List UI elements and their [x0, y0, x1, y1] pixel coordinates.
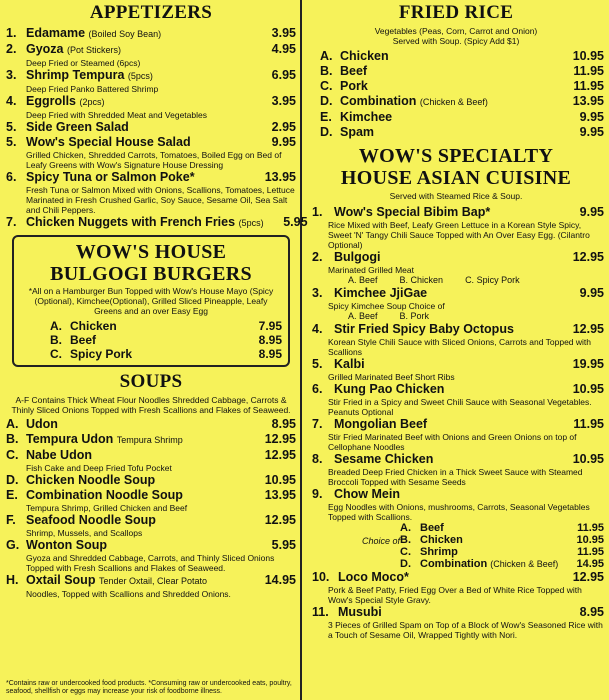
appetizers-list: [6, 26, 308, 231]
item-options: [308, 311, 604, 322]
item-name-text: Beef: [420, 522, 444, 534]
item-name: [26, 473, 252, 488]
item-price: 9.95: [579, 286, 604, 300]
item-price: 3.95: [271, 94, 296, 108]
item-name-text: Spicy Tuna or Salmon Poke*: [26, 170, 195, 184]
item-option: A. Beef: [348, 311, 378, 321]
soup-item: [6, 513, 296, 528]
item-name: [340, 64, 560, 79]
item-name: [26, 26, 252, 42]
fried-rice-item: [308, 49, 604, 64]
item-price: 11.95: [573, 64, 604, 78]
item-number: 2.: [312, 250, 323, 264]
fried-rice-item: [308, 79, 604, 94]
item-description: Grilled Marinated Beef Short Ribs: [328, 372, 455, 382]
item-note: (Chicken & Beef): [419, 97, 488, 107]
item-name: [334, 382, 560, 397]
soups-list: [6, 417, 296, 599]
item-name: [334, 417, 560, 432]
specialty-item: [308, 286, 604, 301]
item-price: 12.95: [572, 322, 604, 336]
item-name-text: Kimchee JjiGae: [334, 286, 428, 300]
burger-item: [20, 347, 282, 361]
item-description: Shrimp, Mussels, and Scallops: [26, 528, 143, 538]
specialty-item: [308, 487, 604, 502]
item-note: (Boiled Soy Bean): [88, 29, 162, 39]
item-name: [70, 333, 212, 347]
item-price: 6.95: [271, 68, 296, 82]
item-number: E.: [6, 488, 18, 502]
specialty-item: [308, 357, 604, 372]
item-name-text: Side Green Salad: [26, 120, 129, 134]
item-price: 19.95: [572, 357, 604, 371]
chow-mein-choice: [308, 522, 604, 534]
item-note: (Chicken & Beef): [490, 559, 559, 569]
item-name-text: Spicy Pork: [70, 347, 133, 361]
item-name: [420, 558, 560, 570]
item-name: [420, 522, 560, 534]
item-name-text: Chicken Noodle Soup: [26, 473, 156, 487]
item-name: [26, 120, 252, 135]
item-price: 13.95: [572, 94, 604, 108]
soup-item: [6, 573, 296, 589]
item-name: [26, 68, 252, 84]
specialty-item: [308, 382, 604, 397]
chow-mein-choice-label: Choice of: [362, 536, 401, 546]
item-number: D.: [320, 94, 333, 108]
item-name-text: Combination: [340, 94, 417, 108]
item-number: B.: [320, 64, 333, 78]
soup-item: [6, 417, 296, 432]
item-name-text: Edamame: [26, 26, 86, 40]
item-name-text: Chow Mein: [334, 487, 400, 501]
item-price: 12.95: [264, 432, 296, 446]
specialty-item: [308, 417, 604, 432]
menu-item: [6, 42, 296, 58]
item-name: [334, 487, 560, 502]
item-name: [26, 488, 252, 503]
item-name: [420, 534, 560, 546]
item-name-text: Loco Moco*: [338, 570, 409, 584]
item-name-text: Musubi: [338, 605, 382, 619]
item-name: [26, 170, 252, 185]
item-name-text: Shrimp Tempura: [26, 68, 125, 82]
item-name-text: Kung Pao Chicken: [334, 382, 445, 396]
item-name: [26, 538, 252, 553]
item-name: [26, 432, 252, 448]
item-number: 6.: [6, 170, 17, 184]
item-number: 6.: [312, 382, 323, 396]
item-note: (5pcs): [127, 71, 153, 81]
item-number: C.: [50, 347, 62, 361]
item-name: [340, 79, 560, 94]
item-name-text: Sesame Chicken: [334, 452, 434, 466]
item-price: 12.95: [264, 448, 296, 462]
menu-item: [6, 26, 296, 42]
item-price: 10.95: [576, 534, 604, 546]
item-price: 11.95: [573, 79, 604, 93]
item-name: [420, 546, 560, 558]
item-description: Grilled Chicken, Shredded Carrots, Tomatoes, Boiled Egg on Bed of Leafy Greens with Wow's Signature House Dressing: [26, 150, 282, 170]
item-number: E.: [320, 110, 332, 124]
item-price: 14.95: [264, 573, 296, 587]
item-name-text: Bulgogi: [334, 250, 381, 264]
specialty-item: [308, 205, 604, 220]
item-name-text: Tempura Udon: [26, 432, 114, 446]
item-number: B.: [6, 432, 19, 446]
chow-mein-choices: [308, 522, 604, 570]
item-note: Tender Oxtail, Clear Potato: [98, 576, 207, 586]
item-name-text: Mongolian Beef: [334, 417, 428, 431]
item-number: 5.: [6, 135, 17, 149]
item-price: 8.95: [258, 333, 282, 347]
item-number: 5.: [6, 120, 17, 134]
item-price: 12.95: [572, 570, 604, 584]
item-price: 10.95: [572, 452, 604, 466]
item-name-text: Seafood Noodle Soup: [26, 513, 156, 527]
soup-item: [6, 488, 296, 503]
burger-list: [20, 319, 282, 361]
item-name: [334, 205, 560, 220]
item-option: A. Beef: [348, 275, 378, 285]
item-name-text: Combination Noodle Soup: [26, 488, 183, 502]
item-name: [334, 322, 560, 337]
item-name: [26, 513, 252, 528]
item-description: Gyoza and Shredded Cabbage, Carrots, and Thinly Sliced Onions Topped with Fresh Scallions and Flakes of Seaweed.: [26, 553, 275, 573]
item-price: 9.95: [579, 125, 604, 139]
soup-item: [6, 448, 296, 463]
bulgogi-burgers-title-1: WOW'S HOUSE: [75, 241, 227, 263]
item-price: 12.95: [264, 513, 296, 527]
fried-rice-title: FRIED RICE: [398, 2, 514, 23]
item-description: Tempura Shrimp, Grilled Chicken and Beef: [26, 503, 188, 513]
item-number: 8.: [312, 452, 323, 466]
item-number: 3.: [312, 286, 323, 300]
item-note: Tempura Shrimp: [116, 435, 183, 445]
item-number: A.: [400, 522, 411, 534]
bulgogi-burgers-box: [12, 235, 290, 367]
soup-item: [6, 473, 296, 488]
chow-mein-choice-list: [308, 522, 604, 570]
item-description: Marinated Grilled Meat: [328, 265, 414, 275]
item-name-text: Chicken Nuggets with French Fries: [26, 215, 236, 229]
item-option: C. Spicy Pork: [465, 275, 520, 285]
item-name: [340, 49, 560, 64]
item-number: C.: [320, 79, 333, 93]
item-number: B.: [400, 534, 411, 546]
item-description: Rice Mixed with Beef, Leafy Green Lettuce in a Korean Style Spicy, Sweet 'N' Tangy Chili Sauce Topped with An Over Easy Egg. (Cilantro Optional): [328, 220, 590, 250]
item-price: 12.95: [572, 250, 604, 264]
item-description: Spicy Kimchee Soup Choice of: [328, 301, 445, 311]
bulgogi-burgers-desc: *All on a Hamburger Bun Topped with Wow's House Mayo (Spicy (Optional), Kimchee(Optional), Grilled Sliced Pineapple, Leafy Greens and an over Easy Egg: [28, 286, 274, 316]
soup-item: [6, 538, 296, 553]
item-name-text: Shrimp: [420, 546, 458, 558]
fried-rice-item: [308, 125, 604, 140]
item-number: F.: [6, 513, 16, 527]
item-number: 10.: [312, 570, 330, 584]
fried-rice-list: [308, 49, 604, 140]
item-name-text: Wow's Special Bibim Bap*: [334, 205, 491, 219]
item-description: Noodles, Topped with Scallions and Shredded Onions.: [26, 589, 231, 599]
item-price: 11.95: [577, 546, 604, 558]
item-price: 9.95: [579, 110, 604, 124]
specialty-item: [308, 570, 604, 585]
item-name: [340, 94, 560, 110]
item-name-text: Spam: [340, 125, 375, 139]
burger-item: [20, 333, 282, 347]
item-description: Breaded Deep Fried Chicken in a Thick Sweet Sauce with Steamed Broccoli Topped with Sesame Seeds: [328, 467, 583, 487]
right-column: [308, 0, 604, 640]
specialty-title-1: WOW'S SPECIALTY: [358, 145, 554, 167]
item-name-text: Gyoza: [26, 42, 64, 56]
item-name: [26, 135, 252, 150]
item-name-text: Chicken: [70, 319, 117, 333]
item-number: 9.: [312, 487, 323, 501]
item-price: 8.95: [579, 605, 604, 619]
item-number: H.: [6, 573, 19, 587]
item-name: [26, 448, 252, 463]
bulgogi-burgers-title-2: BULGOGI BURGERS: [50, 263, 252, 285]
menu-item: [6, 135, 296, 150]
soups-title: SOUPS: [119, 371, 183, 392]
fried-rice-intro-1: Vegetables (Peas, Corn, Carrot and Onion): [374, 26, 538, 36]
item-name-text: Wonton Soup: [26, 538, 107, 552]
item-price: 10.95: [572, 382, 604, 396]
fried-rice-intro-2: Served with Soup. (Spicy Add $1): [392, 36, 520, 46]
item-name: [340, 110, 560, 125]
item-name-text: Combination: [420, 558, 488, 570]
item-name-text: Eggrolls: [26, 94, 77, 108]
item-name: [340, 125, 560, 140]
item-description: Deep Fried with Shredded Meat and Vegetables: [26, 110, 207, 120]
item-option: B. Pork: [399, 311, 430, 321]
item-description: Deep Fried or Steamed (6pcs): [26, 58, 141, 68]
item-price: 9.95: [579, 205, 604, 219]
item-name-text: Wow's Special House Salad: [26, 135, 191, 149]
item-number: 7.: [312, 417, 323, 431]
item-name-text: Oxtail Soup: [26, 573, 96, 587]
item-name: [26, 42, 252, 58]
specialty-list: [308, 205, 604, 522]
item-price: 10.95: [264, 473, 296, 487]
item-number: A.: [320, 49, 333, 63]
item-description: 3 Pieces of Grilled Spam on Top of a Block of Wow's Seasoned Rice with a Touch of Sesame Oil, Wrapped Tightly with Nori.: [328, 620, 603, 640]
item-name-text: Kimchee: [340, 110, 393, 124]
item-number: 11.: [312, 605, 329, 619]
item-number: D.: [320, 125, 333, 139]
item-description: Egg Noodles with Onions, mushrooms, Carrots, Seasonal Vegetables Topped with Scallions.: [328, 502, 590, 522]
specialty-item: [308, 605, 604, 620]
item-price: 13.95: [264, 170, 296, 184]
burger-item: [20, 319, 282, 333]
footnote: *Contains raw or undercooked food products. *Consuming raw or undercooked eats, poultry, seafood, shellfish or eggs may increase your risk of foodborne illness.: [6, 680, 292, 695]
item-price: 10.95: [572, 49, 604, 63]
item-number: 1.: [312, 205, 323, 219]
soup-item: [6, 432, 296, 448]
item-price: 7.95: [258, 319, 282, 333]
specialty-intro: Served with Steamed Rice & Soup.: [389, 191, 523, 201]
item-name-text: Kalbi: [334, 357, 365, 371]
item-name: [338, 570, 560, 585]
item-description: Pork & Beef Patty, Fried Egg Over a Bed of White Rice Topped with Wow's Special Style Gravy.: [328, 585, 582, 605]
item-description: Stir Fried Marinated Beef with Onions and Green Onions on top of Cellophane Noodles: [328, 432, 577, 452]
specialty-item: [308, 250, 604, 265]
chow-mein-choice: [308, 546, 604, 558]
item-number: C.: [6, 448, 19, 462]
item-price: 3.95: [271, 26, 296, 40]
item-number: G.: [6, 538, 20, 552]
item-number: B.: [50, 333, 62, 347]
menu-item: [6, 215, 308, 231]
item-number: A.: [6, 417, 19, 431]
specialty-item: [308, 452, 604, 467]
item-price: 13.95: [264, 488, 296, 502]
item-number: D.: [400, 558, 411, 570]
fried-rice-item: [308, 94, 604, 110]
item-name: [334, 286, 560, 301]
menu-item: [6, 94, 296, 110]
item-name: [70, 347, 212, 361]
item-name: [70, 319, 212, 333]
menu-item: [6, 120, 296, 135]
item-number: D.: [6, 473, 19, 487]
item-number: 4.: [312, 322, 323, 336]
item-price: 2.95: [271, 120, 296, 134]
specialty-title-2: HOUSE ASIAN CUISINE: [340, 167, 572, 189]
item-number: C.: [400, 546, 411, 558]
item-number: 5.: [312, 357, 323, 371]
chow-mein-choice: [308, 534, 604, 546]
item-number: 3.: [6, 68, 17, 82]
left-column: [6, 0, 308, 599]
item-number: 4.: [6, 94, 17, 108]
menu-item: [6, 68, 296, 84]
appetizers-title: APPETIZERS: [89, 2, 213, 23]
item-price: 11.95: [573, 417, 604, 431]
fried-rice-item: [308, 64, 604, 79]
item-name-text: Beef: [70, 333, 97, 347]
item-name: [26, 215, 264, 231]
chow-mein-choice: [308, 558, 604, 570]
soups-intro: A-F Contains Thick Wheat Flour Noodles Shredded Cabbage, Carrots & Thinly Sliced Onions Topped with Fresh Scallions and Flakes of Seaweed.: [11, 395, 291, 415]
item-note: (Pot Stickers): [67, 45, 122, 55]
item-name-text: Chicken: [420, 534, 463, 546]
item-description: Fish Cake and Deep Fried Tofu Pocket: [26, 463, 172, 473]
item-description: Stir Fried in a Spicy and Sweet Chili Sauce with Seasonal Vegetables. Peanuts Optional: [328, 397, 592, 417]
fried-rice-item: [308, 110, 604, 125]
column-divider: [300, 0, 302, 700]
item-option: B. Chicken: [399, 275, 444, 285]
item-name-text: Udon: [26, 417, 58, 431]
item-price: 11.95: [577, 522, 604, 534]
item-price: 9.95: [271, 135, 296, 149]
item-name-text: Nabe Udon: [26, 448, 92, 462]
item-name: [334, 250, 560, 265]
item-description: Fresh Tuna or Salmon Mixed with Onions, Scallions, Tomatoes, Lettuce Marinated in Fresh Crushed Garlic, Soy Sauce, Sesame Oil, Sea Salt and Chili Peppers.: [26, 185, 295, 215]
item-price: 14.95: [576, 558, 604, 570]
menu-item: [6, 170, 296, 185]
item-name: [26, 573, 252, 589]
item-price: 5.95: [283, 215, 308, 229]
item-name-text: Stir Fried Spicy Baby Octopus: [334, 322, 514, 336]
item-number: 2.: [6, 42, 17, 56]
item-name-text: Chicken: [340, 49, 389, 63]
item-note: (2pcs): [79, 97, 105, 107]
item-note: (5pcs): [238, 218, 264, 228]
item-name-text: Pork: [340, 79, 368, 93]
item-price: 5.95: [271, 538, 296, 552]
item-name: [26, 94, 252, 110]
item-name: [338, 605, 560, 620]
item-options: [308, 275, 604, 286]
item-name: [334, 357, 560, 372]
item-price: 4.95: [271, 42, 296, 56]
item-name: [334, 452, 560, 467]
item-name-text: Beef: [340, 64, 368, 78]
item-name: [26, 417, 252, 432]
item-number: 1.: [6, 26, 17, 40]
item-price: 8.95: [258, 347, 282, 361]
item-price: 8.95: [271, 417, 296, 431]
specialty-item: [308, 322, 604, 337]
item-number: 7.: [6, 215, 17, 229]
specialty-list-after: [308, 570, 604, 640]
item-description: Deep Fried Panko Battered Shrimp: [26, 84, 159, 94]
item-description: Korean Style Chili Sauce with Sliced Onions, Carrots and Topped with Scallions: [328, 337, 592, 357]
item-number: A.: [50, 319, 62, 333]
